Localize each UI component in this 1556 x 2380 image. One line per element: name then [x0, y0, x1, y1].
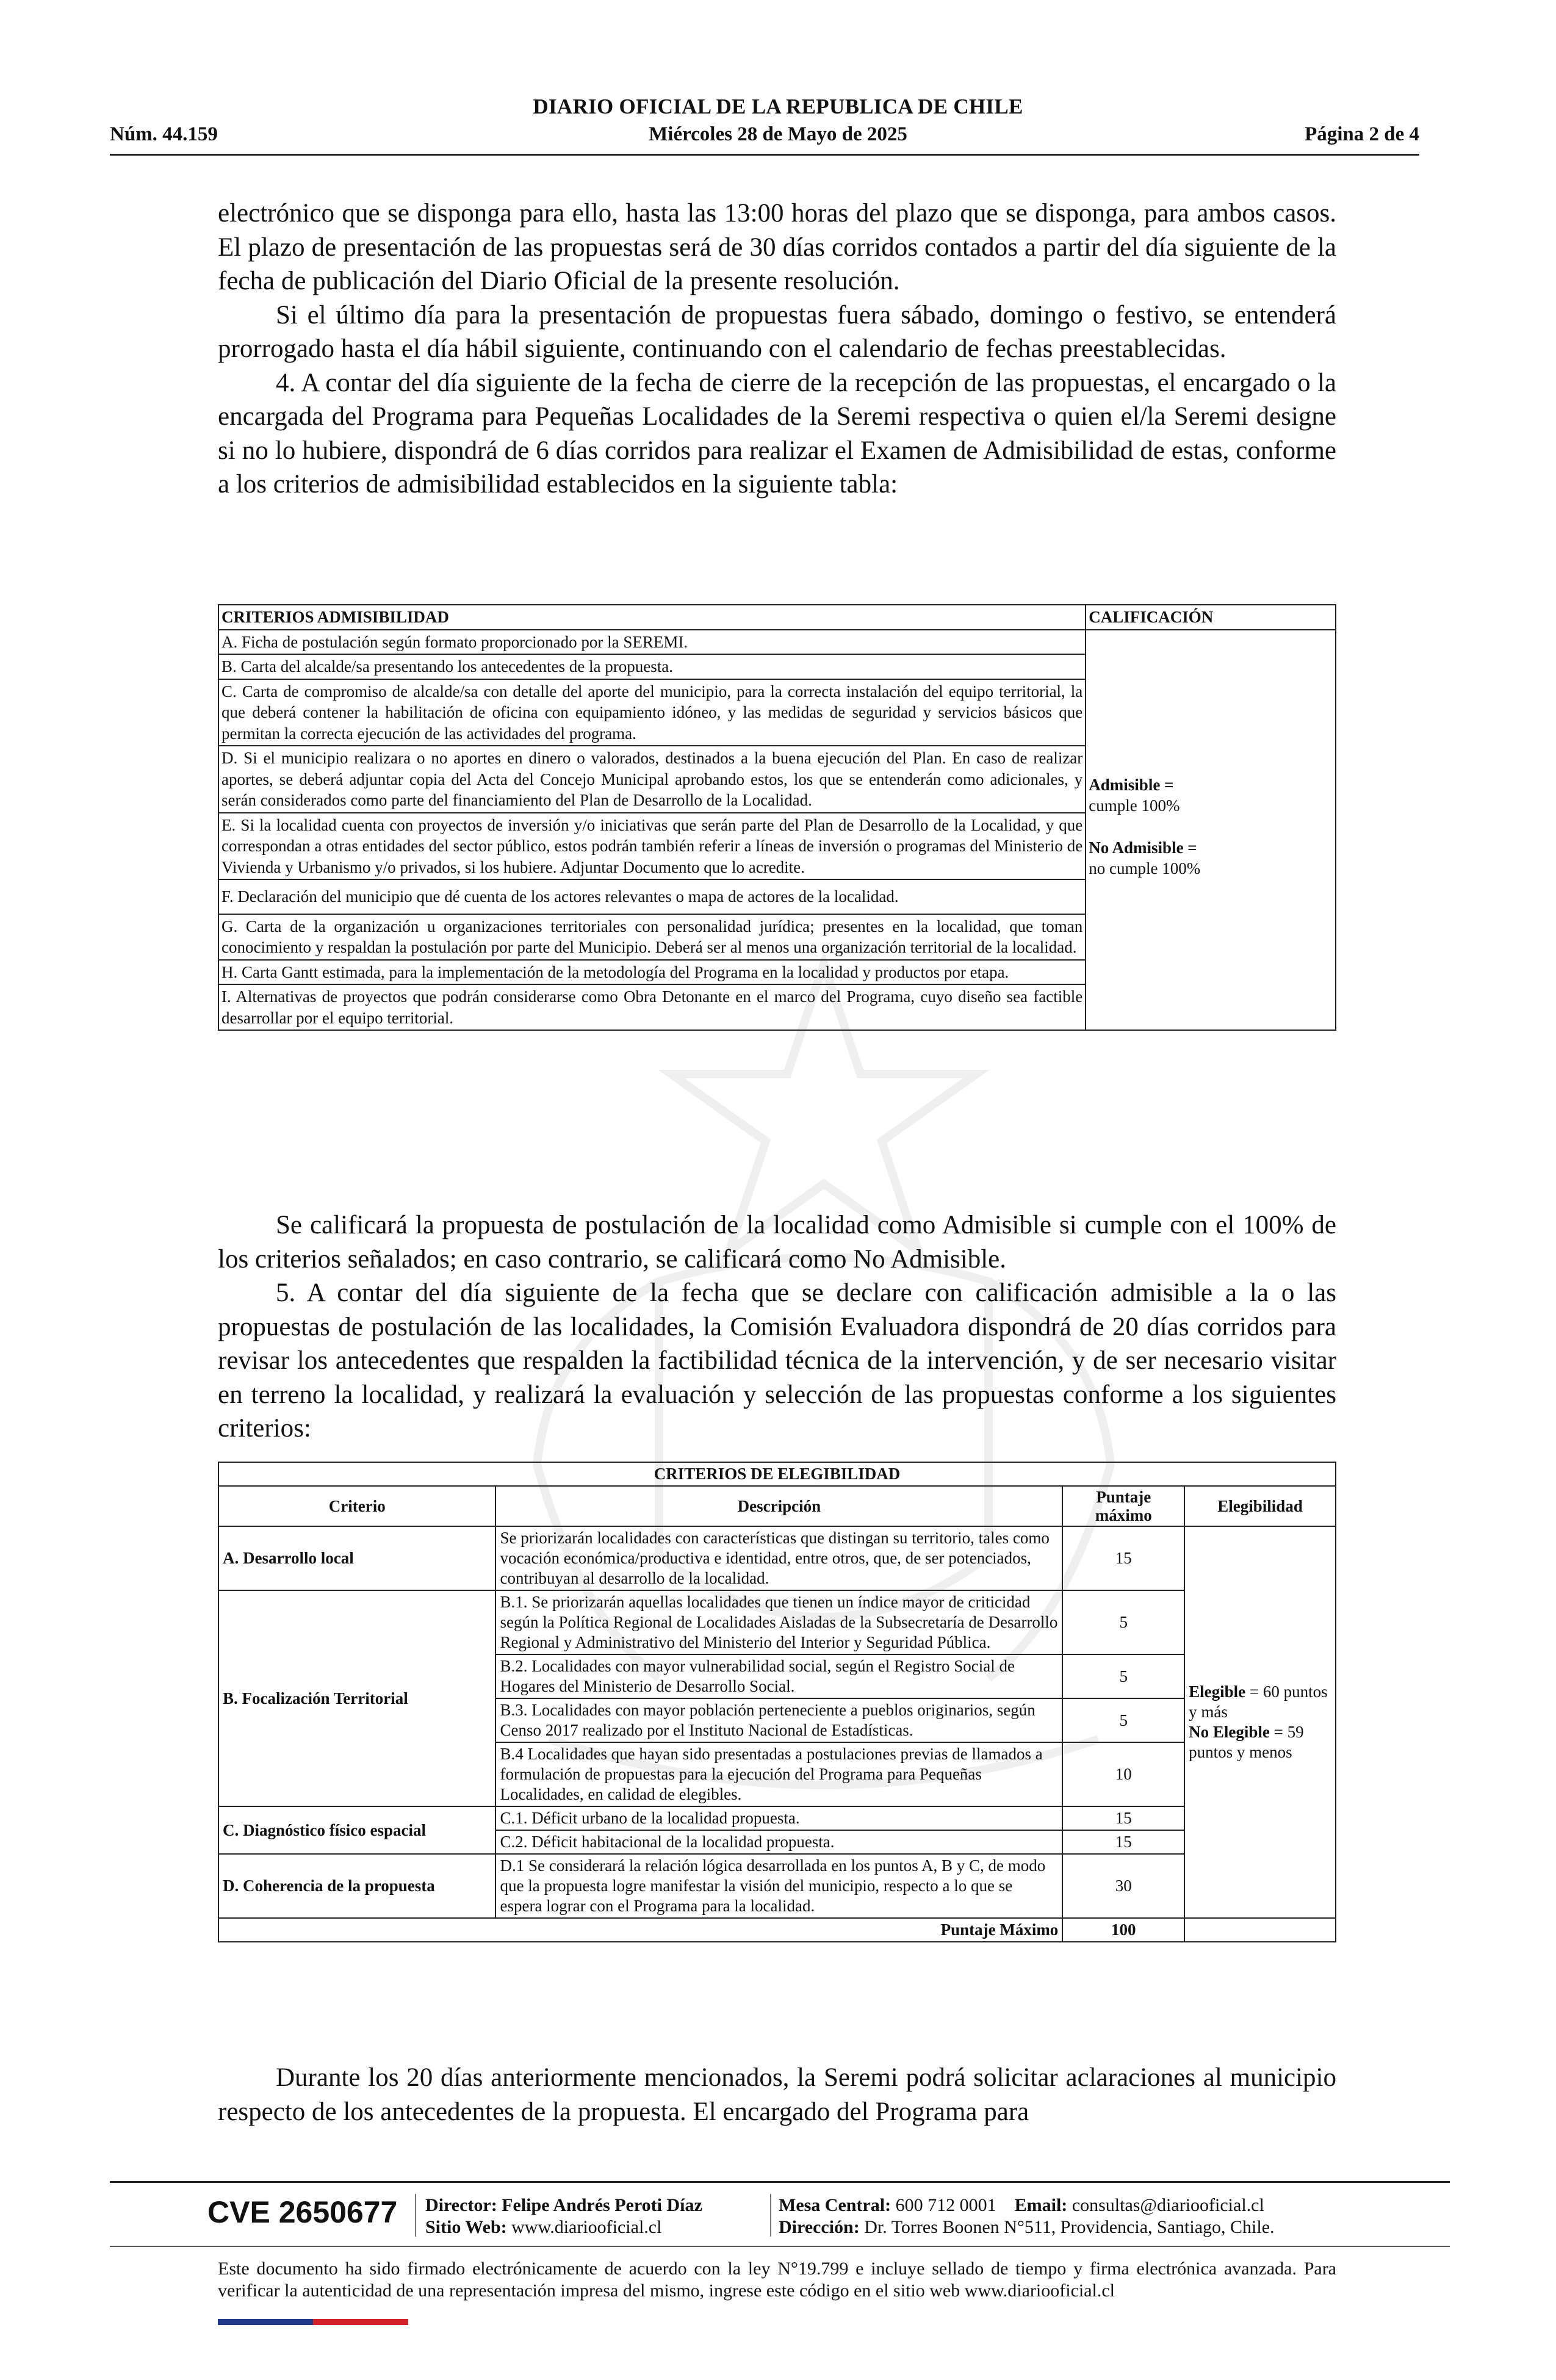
- admissibility-row: B. Carta del alcalde/sa presentando los antecedentes de la propuesta.: [218, 654, 1086, 679]
- total-label: Puntaje Máximo: [218, 1918, 1062, 1942]
- admissibility-row: C. Carta de compromiso de alcalde/sa con detalle del aporte del municipio, para la correcta instalación del equipo territorial, la que deberá contener la habilitación de oficina con equipamiento idóneo, y las medidas de seguridad y servicios básicos que permitan la correcta ejecución de las actividades del programa.: [218, 679, 1086, 746]
- not-admissible-text: no cumple 100%: [1089, 859, 1201, 878]
- footer-director-block: [425, 2194, 702, 2238]
- director-label: Director:: [425, 2195, 497, 2215]
- admissibility-row: F. Declaración del municipio que dé cuenta de los actores relevantes o mapa de actores de la localidad.: [218, 879, 1086, 914]
- score-cell: 15: [1062, 1526, 1184, 1590]
- paragraph-5: 5. A contar del día siguiente de la fecha que se declare con calificación admisible a la o las propuestas de postulación de las localidades, la Comisión Evaluadora dispondrá de 20 días corridos para revisar los antecedentes que respalden la factibilidad técnica de la intervención, y de ser necesario visitar en terreno la localidad, y realizará la evaluación y selección de las propuestas conforme a los siguientes criterios:: [218, 1278, 1336, 1443]
- admissibility-table: [218, 604, 1336, 1031]
- eligible-text: = 60 puntos y más: [1189, 1682, 1328, 1721]
- score-cell: 15: [1062, 1806, 1184, 1830]
- paragraph-3: [218, 366, 1336, 502]
- admissibility-row: H. Carta Gantt estimada, para la implementación de la metodología del Programa en la localidad y productos por etapa.: [218, 960, 1086, 985]
- paragraph-3-a: 4. A contar del día siguiente de la fecha de cierre de la recepción de las propuestas, el encargado o la encargada del Programa para Pequeñas Localidades de la: [218, 368, 1336, 431]
- admissibility-row: I. Alternativas de proyectos que podrán considerarse como Obra Detonante en el marco del Programa, cuyo diseño sea factible desarrollar por el equipo territorial.: [218, 984, 1086, 1030]
- not-admissible-label: No Admisible =: [1089, 838, 1197, 857]
- score-cell: 5: [1062, 1590, 1184, 1654]
- description-cell: Se priorizarán localidades con características que distingan su territorio, tales como vocación económica/productiva e identidad, entre otros, que, de ser potenciados, contribuyan al desarrollo de la localidad.: [495, 1526, 1062, 1590]
- website-label: Sitio Web:: [425, 2217, 507, 2237]
- description-cell: B.2. Localidades con mayor vulnerabilidad social, según el Registro Social de Hogares del Ministerio de Desarrollo Social.: [495, 1654, 1062, 1698]
- page-indicator: Página 2 de 4: [1305, 123, 1419, 145]
- score-cell: 30: [1062, 1854, 1184, 1918]
- paragraph-2: Si el último día para la presentación de propuestas fuera sábado, domingo o festivo, se entenderá prorrogado hasta el día hábil siguiente, continuando con el calendario de fechas preestablecidas.: [218, 300, 1336, 363]
- eligibility-header-description: Descripción: [495, 1486, 1062, 1526]
- score-cell: 5: [1062, 1654, 1184, 1698]
- criterion-c: C. Diagnóstico físico espacial: [218, 1806, 495, 1854]
- issue-date: Miércoles 28 de Mayo de 2025: [649, 123, 907, 145]
- score-cell: 5: [1062, 1698, 1184, 1742]
- paragraph-3-c: designe si no lo hubiere, dispondrá de 6 días corridos para realizar el Examen de Admisibilidad de estas, conforme a los criterios de admisibilidad establecidos en la siguiente tabla:: [218, 402, 1336, 499]
- description-cell: D.1 Se considerará la relación lógica desarrollada en los puntos A, B y C, de modo que la propuesta logre manifestar la visión del municipio, respecto a lo que se espera lograr con el Programa para la localidad.: [495, 1854, 1062, 1918]
- footer-divider-top: [110, 2181, 1450, 2183]
- footer-separator: [415, 2194, 416, 2237]
- flag-color-bar: [218, 2317, 408, 2323]
- description-cell: C.2. Déficit habitacional de la localidad propuesta.: [495, 1830, 1062, 1854]
- admissible-label: Admisible =: [1089, 775, 1174, 794]
- score-cell: 10: [1062, 1742, 1184, 1806]
- total-value: 100: [1062, 1918, 1184, 1942]
- admissibility-row: A. Ficha de postulación según formato proporcionado por la SEREMI.: [218, 630, 1086, 655]
- score-cell: 15: [1062, 1830, 1184, 1854]
- header-divider: [110, 154, 1419, 156]
- admissibility-row: D. Si el municipio realizara o no aportes en dinero o valorados, destinados a la buena ejecución del Plan. En caso de realizar aportes, se deberá adjuntar copia del Acta del Concejo Municipal aprobando estos, los que se entenderán como adicionales, y serán considerados como parte del financiamiento del Plan de Desarrollo de la Localidad.: [218, 746, 1086, 813]
- criterion-a: A. Desarrollo local: [218, 1526, 495, 1590]
- not-eligible-label: No Elegible: [1189, 1723, 1270, 1741]
- eligibility-header-eligibility: Elegibilidad: [1184, 1486, 1336, 1526]
- admissibility-rating-cell: [1086, 630, 1336, 1031]
- total-empty-cell: [1184, 1918, 1336, 1942]
- email-link[interactable]: consultas@diariooficial.cl: [1072, 2195, 1264, 2215]
- admissibility-header-rating: CALIFICACIÓN: [1086, 605, 1336, 630]
- admissibility-row: G. Carta de la organización u organizaciones territoriales con personalidad jurídica; presentes en la localidad, que toman conocimiento y respaldan la postulación por parte del Municipio. Deberá ser al menos una organización territorial de la localidad.: [218, 914, 1086, 960]
- footer-contact-block: [779, 2194, 1275, 2238]
- legal-notice: Este documento ha sido firmado electrónicamente de acuerdo con la ley N°19.799 e incluye sellado de tiempo y firma electrónica avanzada. Para verificar la autenticidad de una representación impresa del mismo, ingrese este código en el sitio web www.diariooficial.cl: [218, 2259, 1336, 2301]
- flag-bar-red: [313, 2319, 408, 2325]
- eligibility-title: CRITERIOS DE ELEGIBILIDAD: [218, 1462, 1336, 1486]
- eligible-label: Elegible: [1189, 1682, 1246, 1701]
- eligibility-table: [218, 1462, 1336, 1942]
- address-label: Dirección:: [779, 2217, 860, 2237]
- paragraph-6: Durante los 20 días anteriormente mencionados, la Seremi podrá solicitar aclaraciones al municipio respecto de los antecedentes de la propuesta. El encargado del Programa para: [218, 2063, 1336, 2126]
- seremi-term-1: Seremi: [836, 402, 911, 431]
- director-name: Felipe Andrés Peroti Díaz: [502, 2195, 702, 2215]
- email-label: Email:: [1014, 2195, 1068, 2215]
- paragraph-1: electrónico que se disponga para ello, hasta las 13:00 horas del plazo que se disponga, para ambos casos. El plazo de presentación de las propuestas será de 30 días corridos contados a partir del día siguiente de la fecha de publicación del Diario Oficial de la presente resolución.: [218, 199, 1336, 295]
- description-cell: B.4 Localidades que hayan sido presentadas a postulaciones previas de llamados a formulación de propuestas para la ejecución del Programa para Pequeñas Localidades, en calidad de elegibles.: [495, 1742, 1062, 1806]
- phone-number: 600 712 0001: [895, 2195, 996, 2215]
- cve-code: CVE 2650677: [207, 2195, 398, 2229]
- eligibility-header-score: Puntaje máximo: [1062, 1486, 1184, 1526]
- criterion-d: D. Coherencia de la propuesta: [218, 1854, 495, 1918]
- body-text-middle: [218, 1208, 1336, 1446]
- newspaper-title: DIARIO OFICIAL DE LA REPUBLICA DE CHILE: [533, 95, 1023, 118]
- body-text-bottom: [218, 2061, 1336, 2129]
- admissibility-row: E. Si la localidad cuenta con proyectos de inversión y/o iniciativas que serán parte del Plan de Desarrollo de la Localidad, y que correspondan a otras entidades del sector público, estos podrán también referir a líneas de inversión o programas del Ministerio de Vivienda y Urbanismo y/o privados, si los hubiere. Adjuntar Documento que lo acredite.: [218, 813, 1086, 880]
- eligibility-rating-cell: [1184, 1526, 1336, 1918]
- description-cell: B.3. Localidades con mayor población perteneciente a pueblos originarios, según Censo 2017 realizado por el Instituto Nacional de Estadísticas.: [495, 1698, 1062, 1742]
- admissibility-header-criteria: CRITERIOS ADMISIBILIDAD: [218, 605, 1086, 630]
- issue-number: Núm. 44.159: [110, 123, 218, 145]
- footer-divider-bottom: [110, 2246, 1450, 2247]
- footer-separator: [770, 2194, 771, 2237]
- paragraph-4: Se calificará la propuesta de postulación de la localidad como Admisible si cumple con el 100% de los criterios señalados; en caso contrario, se calificará como No Admisible.: [218, 1211, 1336, 1274]
- description-cell: C.1. Déficit urbano de la localidad propuesta.: [495, 1806, 1062, 1830]
- flag-bar-blue: [218, 2319, 313, 2325]
- not-eligible-text: = 59 puntos y menos: [1189, 1723, 1304, 1761]
- website-link[interactable]: www.diariooficial.cl: [511, 2217, 662, 2237]
- eligibility-header-criterion: Criterio: [218, 1486, 495, 1526]
- address-text: Dr. Torres Boonen N°511, Providencia, Santiago, Chile.: [864, 2217, 1275, 2237]
- criterion-b: B. Focalización Territorial: [218, 1590, 495, 1806]
- description-cell: B.1. Se priorizarán aquellas localidades que tienen un índice mayor de criticidad según la Política Regional de Localidades Aisladas de la Subsecretaría de Desarrollo Regional y Administrativo del Ministerio del Interior y Seguridad Pública.: [495, 1590, 1062, 1654]
- admissible-text: cumple 100%: [1089, 796, 1180, 815]
- body-text-top: [218, 197, 1336, 502]
- phone-label: Mesa Central:: [779, 2195, 891, 2215]
- paragraph-3-b: respectiva o quien el/la: [910, 402, 1174, 431]
- seremi-term-2: Seremi: [1173, 402, 1248, 431]
